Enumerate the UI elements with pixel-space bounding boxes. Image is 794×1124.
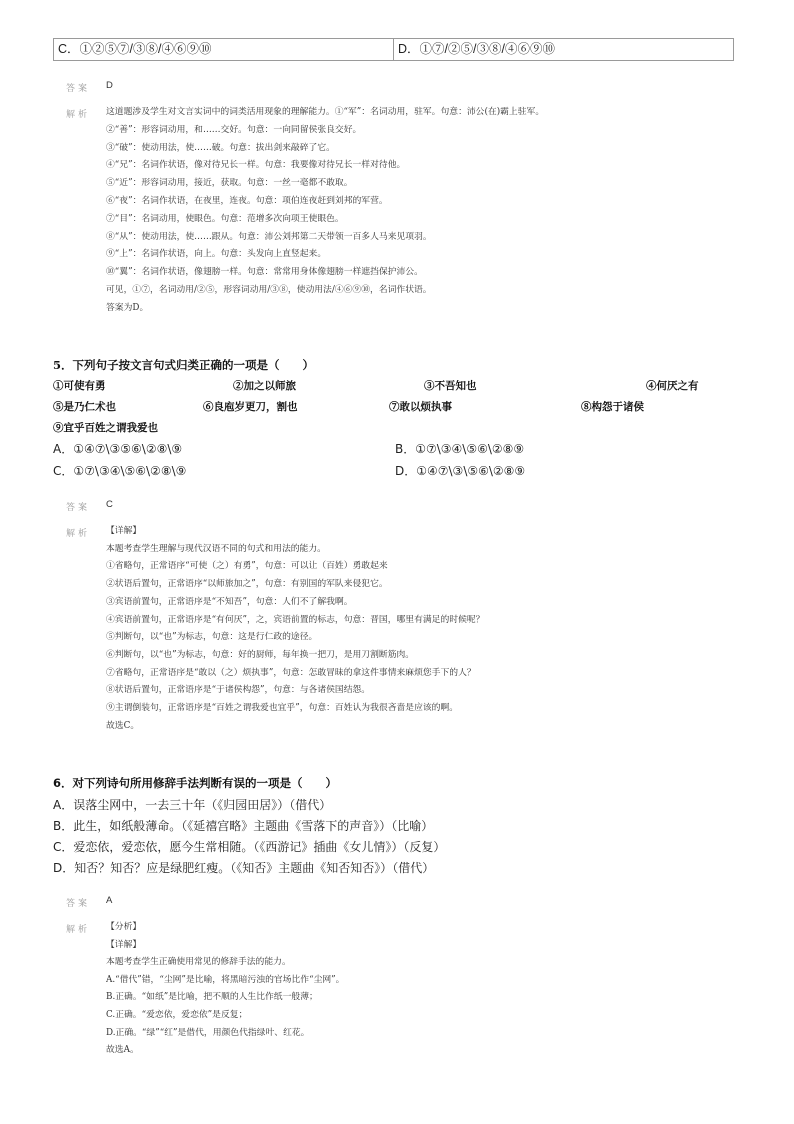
explanation-line: ⑥判断句，以“也”为标志，句意：好的厨师，每年换一把刀，是用刀割断筋肉。	[106, 649, 415, 660]
explanation-line: 【详解】	[106, 939, 142, 950]
q5-sentence: ⑥良庖岁更刀，割也	[203, 401, 298, 413]
q6-answer-label: 答案	[66, 899, 91, 909]
explanation-line: ②状语后置句，正常语序“以师旅加之”，句意：有别国的军队来侵犯它。	[106, 579, 388, 590]
q4-answer-label: 答案	[66, 84, 91, 94]
explanation-line: 可见，①⑦，名词动用/②⑤，形容词动用/③⑧，使动用法/④⑥⑨⑩，名词作状语。	[106, 284, 432, 295]
explanation-line: ①省略句，正常语序“可使（之）有勇”，句意：可以让（百姓）勇敢起来	[106, 561, 388, 572]
q6-answer-value: A	[106, 895, 113, 906]
explanation-line: ⑧状语后置句，正常语序是“于诸侯构怨”，句意：与各诸侯国结怨。	[106, 685, 371, 696]
q5-sentence: ①可使有勇	[53, 380, 106, 392]
explanation-line: ⑥“夜”：名词作状语，在夜里，连夜。句意：项伯连夜赶到刘邦的军营。	[106, 195, 388, 206]
explanation-line: 答案为D。	[106, 302, 149, 313]
q4-option-table	[53, 38, 734, 61]
q4-answer-value: D	[106, 80, 113, 91]
q5-option-c[interactable]: C．①⑦\③④\⑤⑥\②⑧\⑨	[53, 464, 187, 478]
q6-option-d[interactable]: D．知否？知否？应是绿肥红瘦。（《知否》主题曲《知否知否》）（借代）	[53, 861, 435, 875]
q5-sentence: ⑤是乃仁术也	[53, 401, 116, 413]
explanation-line: ⑦“目”：名词动用，使眼色。句意：范增多次向项王使眼色。	[106, 213, 344, 224]
explanation-line: 本题考查学生正确使用常见的修辞手法的能力。	[106, 957, 291, 968]
q5-sentence: ③不吾知也	[424, 380, 477, 392]
q5-sentence: ⑦敢以烦执事	[389, 401, 452, 413]
explanation-line: 这道题涉及学生对文言实词中的词类活用现象的理解能力。①“军”：名词动用，驻军。句意：沛公(在)霸上驻军。	[106, 107, 545, 117]
explanation-line: ⑦省略句，正常语序是“敢以（之）烦执事”，句意：怎敢冒昧的拿这件事情来麻烦您手下的人？	[106, 667, 476, 678]
q6-option-a[interactable]: A．误落尘网中，一去三十年（《归园田居》）（借代）	[53, 798, 332, 812]
explanation-line: ④宾语前置句，正常语序是“有何厌”，之，宾语前置的标志，句意：晋国，哪里有满足的时候呢？	[106, 614, 485, 625]
q4-option-d[interactable]: D．①⑦/②⑤/③⑧/④⑥⑨⑩	[393, 39, 733, 60]
q5-option-b[interactable]: B．①⑦\③④\⑤⑥\②⑧⑨	[395, 442, 525, 456]
q6-option-b[interactable]: B．此生，如纸般薄命。（《延禧宫略》主题曲《雪落下的声音》）（比喻）	[53, 819, 434, 833]
explanation-line: ③“破”：使动用法，使……破。句意：拔出剑来敲碎了它。	[106, 142, 335, 153]
q4-explanation	[106, 104, 746, 318]
q6-option-c[interactable]: C．爱恋依，爱恋依，愿今生常相随。（《西游记》插曲《女儿情》）（反复）	[53, 840, 446, 854]
q5-sentence: ⑨宜乎百姓之谓我爱也	[53, 422, 158, 434]
explanation-line: 【分析】	[106, 922, 142, 932]
q4-analysis-label: 解析	[66, 110, 91, 120]
q5-answer-label: 答案	[66, 503, 91, 513]
explanation-line: ⑤“近”：形容词动用，接近，获取。句意：一丝一毫都不敢取。	[106, 178, 353, 189]
q5-sentence: ②加之以师旅	[233, 380, 296, 392]
explanation-line: D.正确。“绿”“红”是借代，用颜色代指绿叶、红花。	[106, 1027, 310, 1038]
explanation-line: ④“兄”：名词作状语，像对待兄长一样。句意：我要像对待兄长一样对待他。	[106, 160, 406, 171]
explanation-line: A.“借代”错，“尘网”是比喻，将黑暗污浊的官场比作“尘网”。	[106, 974, 345, 985]
q5-answer-value: C	[106, 499, 113, 510]
q5-option-d[interactable]: D．①④⑦\③\⑤⑥\②⑧⑨	[395, 464, 526, 478]
q6-explanation	[106, 919, 746, 1060]
explanation-line: ⑩“翼”：名词作状语，像翅膀一样。句意：常常用身体像翅膀一样遮挡保护沛公。	[106, 267, 423, 278]
explanation-line: ⑤判断句，以“也”为标志，句意：这是行仁政的途径。	[106, 632, 318, 643]
explanation-line: 故选C。	[106, 720, 140, 731]
explanation-line: ⑧“从”：使动用法，使……跟从。句意：沛公刘邦第二天带领一百多人马来见项羽。	[106, 231, 432, 242]
explanation-line: 本题考查学生理解与现代汉语不同的句式和用法的能力。	[106, 543, 326, 554]
explanation-line: C.正确。“爱恋依，爱恋依”是反复；	[106, 1009, 248, 1020]
explanation-line: 故选A。	[106, 1045, 139, 1056]
q5-analysis-label: 解析	[66, 529, 91, 539]
q6-analysis-label: 解析	[66, 925, 91, 935]
q5-title: 5．下列句子按文言句式归类正确的一项是（ ）	[53, 358, 314, 372]
explanation-line: B.正确。“如纸”是比喻，把不顺的人生比作纸一般薄；	[106, 992, 318, 1003]
explanation-line: ⑨“上”：名词作状语，向上。句意：头发向上直竖起来。	[106, 249, 327, 260]
q5-explanation	[106, 523, 746, 735]
q5-option-a[interactable]: A．①④⑦\③⑤⑥\②⑧\⑨	[53, 442, 183, 456]
explanation-line: 【详解】	[106, 526, 142, 536]
explanation-line: ②“善”：形容词动用，和……交好。句意：一向同留侯张良交好。	[106, 124, 362, 135]
explanation-line: ③宾语前置句，正常语序是“不知吾”，句意：人们不了解我啊。	[106, 596, 353, 607]
q6-title: 6．对下列诗句所用修辞手法判断有误的一项是（ ）	[53, 776, 337, 790]
q5-sentence: ④何厌之有	[646, 380, 699, 392]
explanation-line: ⑨主谓倒装句，正常语序是“百姓之谓我爱也宜乎”，句意：百姓认为我很吝啬是应该的啊。	[106, 703, 459, 714]
q4-option-c[interactable]: C．①②⑤⑦/③⑧/④⑥⑨⑩	[58, 42, 212, 56]
q5-sentence: ⑧构怨于诸侯	[581, 401, 644, 413]
